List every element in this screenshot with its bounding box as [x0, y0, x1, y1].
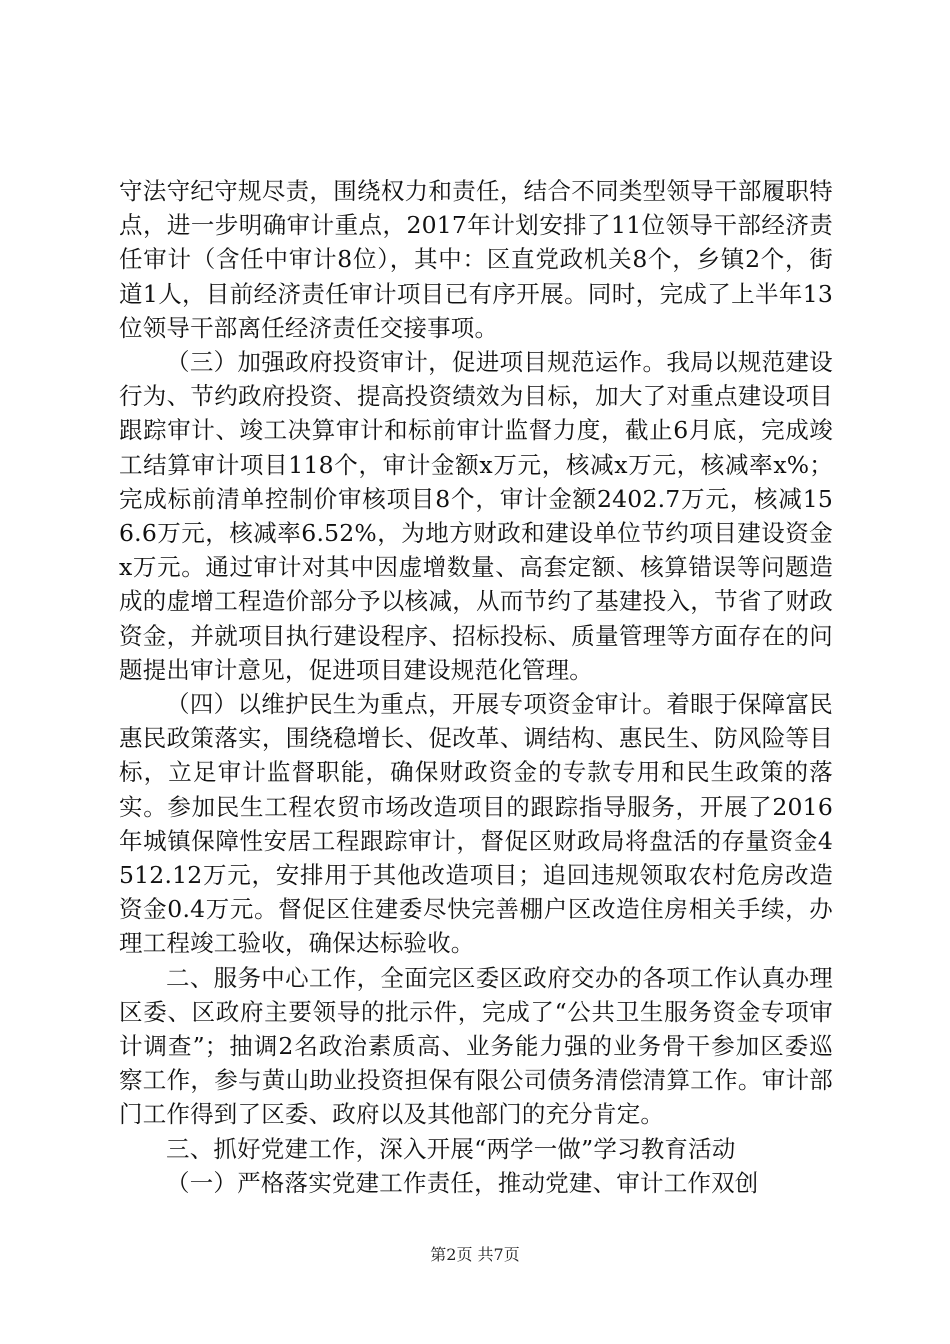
document-body: [119, 174, 833, 1200]
subheading-party-responsibility: （一）严格落实党建工作责任，推动党建、审计工作双创: [166, 1168, 759, 1197]
paragraph-livelihood-audit: （四）以维护民生为重点，开展专项资金审计。着眼于保障富民惠民政策落实，围绕稳增长、促改革、调结构、惠民生、防风险等目标，立足审计监督职能，确保财政资金的专款专用和民生政策的落实。参加民生工程农贸市场改造项目的跟踪指导服务，开展了2016年城镇保障性安居工程跟踪审计，督促区财政局将盘活的存量资金4512.12万元，安排用于其他改造项目；追回违规领取农村危房改造资金0.4万元。督促区住建委尽快完善棚户区改造住房相关手续，办理工程竣工验收，确保达标验收。: [119, 690, 833, 958]
paragraph-investment-audit: （三）加强政府投资审计，促进项目规范运作。我局以规范建设行为、节约政府投资、提高投资绩效为目标，加大了对重点建设项目跟踪审计、竣工决算审计和标前审计监督力度，截止6月底，完成竣工结算审计项目118个，审计金额x万元，核减x万元，核减率x%；完成标前清单控制价审核项目8个，审计金额2402.7万元，核减156.6万元，核减率6.52%，为地方财政和建设单位节约项目建设资金x万元。通过审计对其中因虚增数量、高套定额、核算错误等问题造成的虚增工程造价部分予以核减，从而节约了基建投入，节省了财政资金，并就项目执行建设程序、招标投标、质量管理等方面存在的问题提出审计意见，促进项目建设规范化管理。: [119, 348, 833, 684]
heading-party-building: 三、抓好党建工作，深入开展“两学一做”学习教育活动: [166, 1134, 736, 1163]
page-number-footer: 第2页 共7页: [430, 1245, 520, 1264]
paragraph-responsibility-audit: 守法守纪守规尽责，围绕权力和责任，结合不同类型领导干部履职特点，进一步明确审计重点，2017年计划安排了11位领导干部经济责任审计（含任中审计8位），其中：区直党政机关8个，乡镇2个，街道1人，目前经济责任审计项目已有序开展。同时，完成了上半年13位领导干部离任经济责任交接事项。: [119, 177, 833, 342]
paragraph-service-center-work: 二、服务中心工作，全面完区委区政府交办的各项工作认真办理区委、区政府主要领导的批示件，完成了“公共卫生服务资金专项审计调查”；抽调2名政治素质高、业务能力强的业务骨干参加区委巡察工作，参与黄山助业投资担保有限公司债务清偿清算工作。审计部门工作得到了区委、政府以及其他部门的充分肯定。: [119, 963, 833, 1129]
